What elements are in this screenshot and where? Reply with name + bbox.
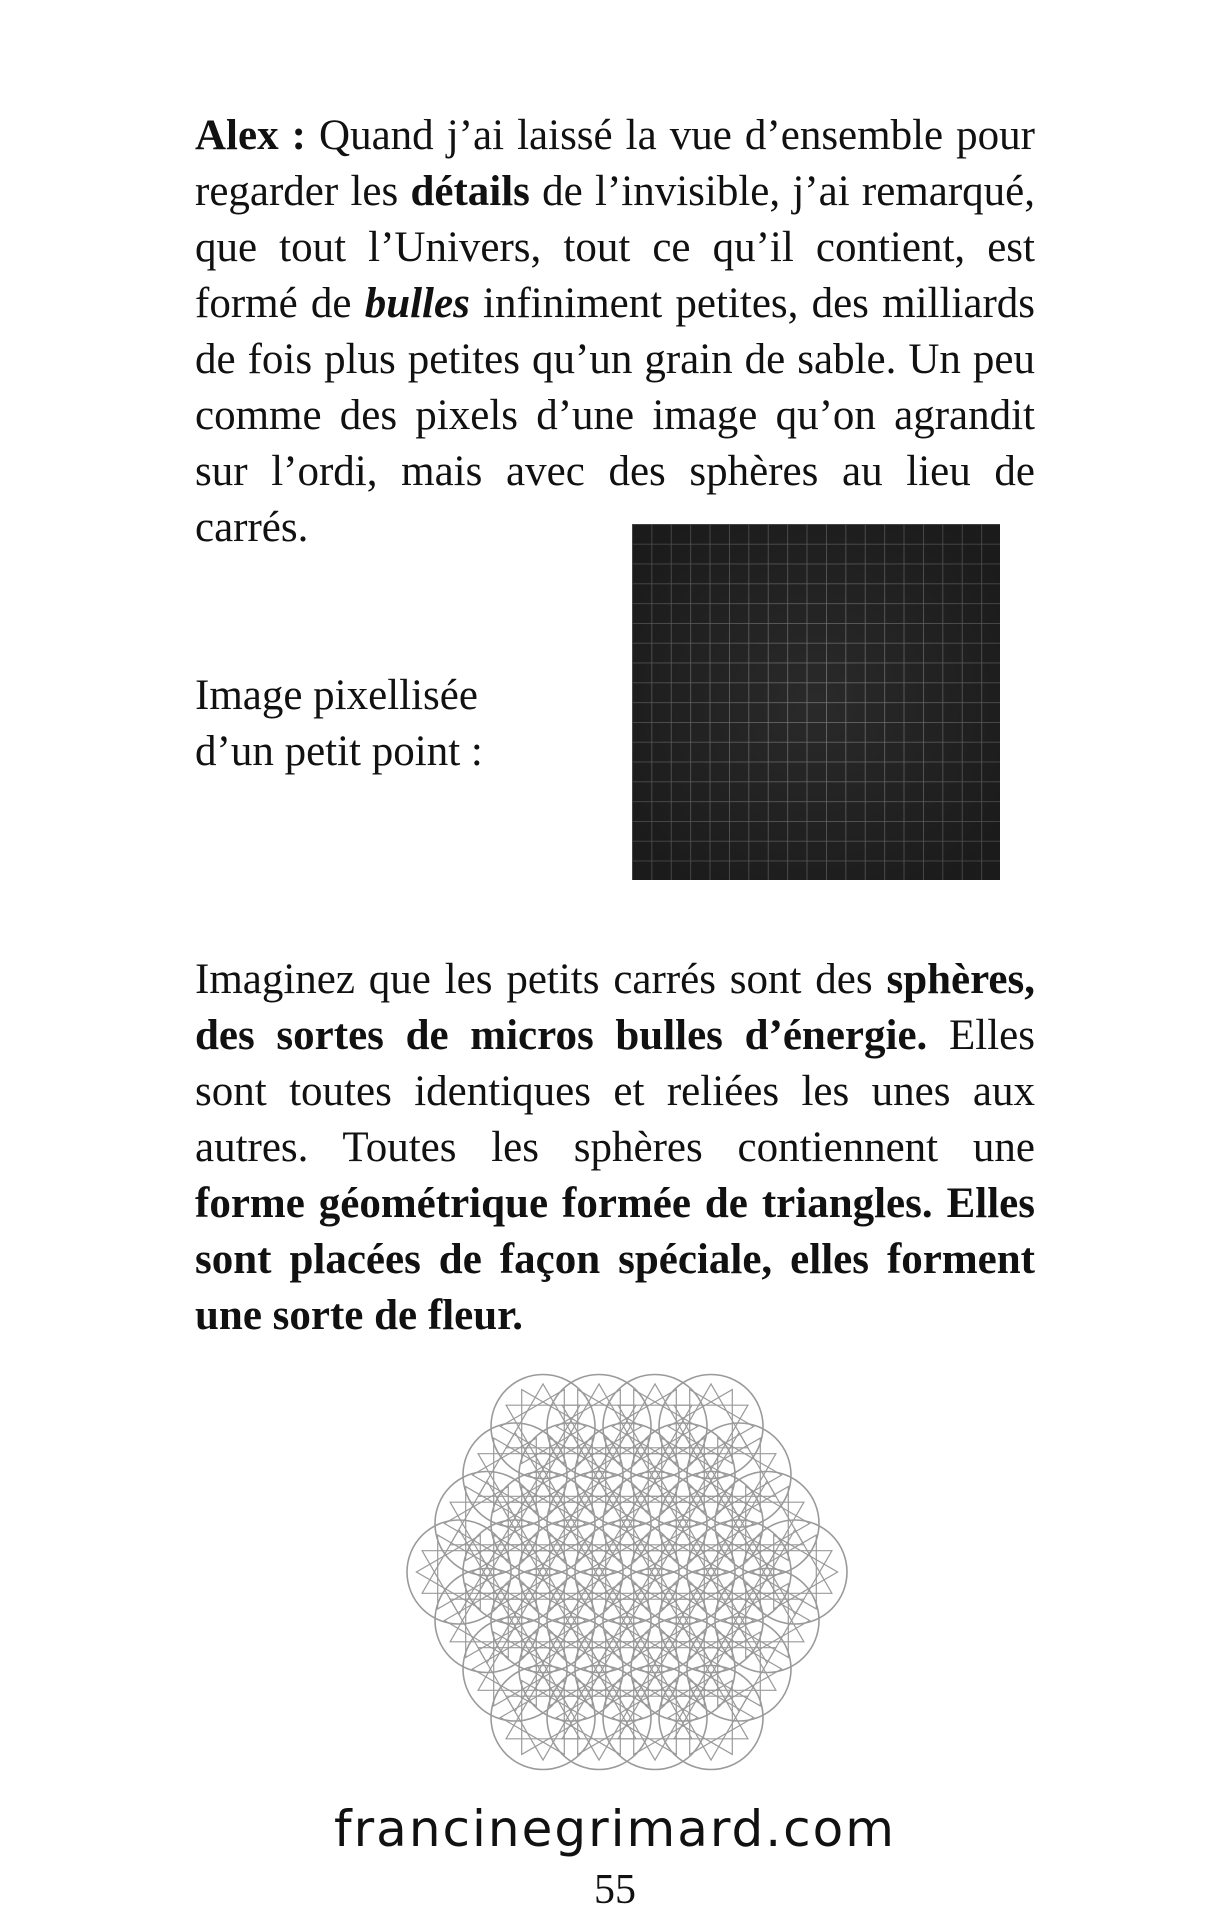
paragraph-1-text-2: de l’invisible, j’ai remarqué, que tout l’Univers, tout ce qu’il contient, est formé de: [195, 168, 1035, 327]
flower-circle: [715, 1472, 819, 1576]
image-caption: [195, 668, 575, 780]
caption-line-2: d’un petit point :: [195, 728, 483, 775]
sacred-geometry-flower-image: [400, 1352, 855, 1792]
paragraph-1-bold-italic-bulles: bulles: [364, 280, 470, 327]
caption-line-1: Image pixellisée: [195, 672, 478, 719]
paragraph-1-text-3: infiniment petites, des milliards de fois plus petites qu’un grain de sable. Un peu comme des pixels d’une image qu’on agrandit sur l’ordi, mais avec des sphères au lieu de carrés.: [195, 280, 1035, 551]
flower-circle: [659, 1375, 763, 1479]
flower-circle: [687, 1423, 791, 1527]
pixelated-point-image: [632, 524, 1000, 880]
paragraph-2-text-1: Imaginez que les petits carrés sont des: [195, 956, 887, 1003]
flower-circle: [687, 1617, 791, 1721]
paragraph-2: [195, 952, 1035, 1344]
paragraph-2-text-2: Elles sont toutes identiques et reliées les unes aux autres. Toutes les sphères contiennent une: [195, 1012, 1035, 1171]
paragraph-2-bold-2: forme géométrique formée de triangles. Elles sont placées de façon spéciale, elles forment une sorte de fleur.: [195, 1180, 1035, 1339]
paragraph-1: [195, 108, 1035, 556]
speaker-label: Alex :: [195, 112, 306, 159]
paragraph-2-bold-1: sphères, des sortes de micros bulles d’énergie.: [195, 956, 1035, 1059]
flower-circle: [659, 1665, 763, 1769]
flower-circle: [743, 1520, 847, 1624]
flower-circle: [715, 1568, 819, 1672]
paragraph-1-text-1: Quand j’ai laissé la vue d’ensemble pour regarder les: [195, 112, 1036, 215]
page-number: 55: [594, 1867, 636, 1913]
paragraph-1-bold-details: détails: [410, 168, 530, 215]
website-url: francinegrimard.com: [334, 1800, 896, 1858]
